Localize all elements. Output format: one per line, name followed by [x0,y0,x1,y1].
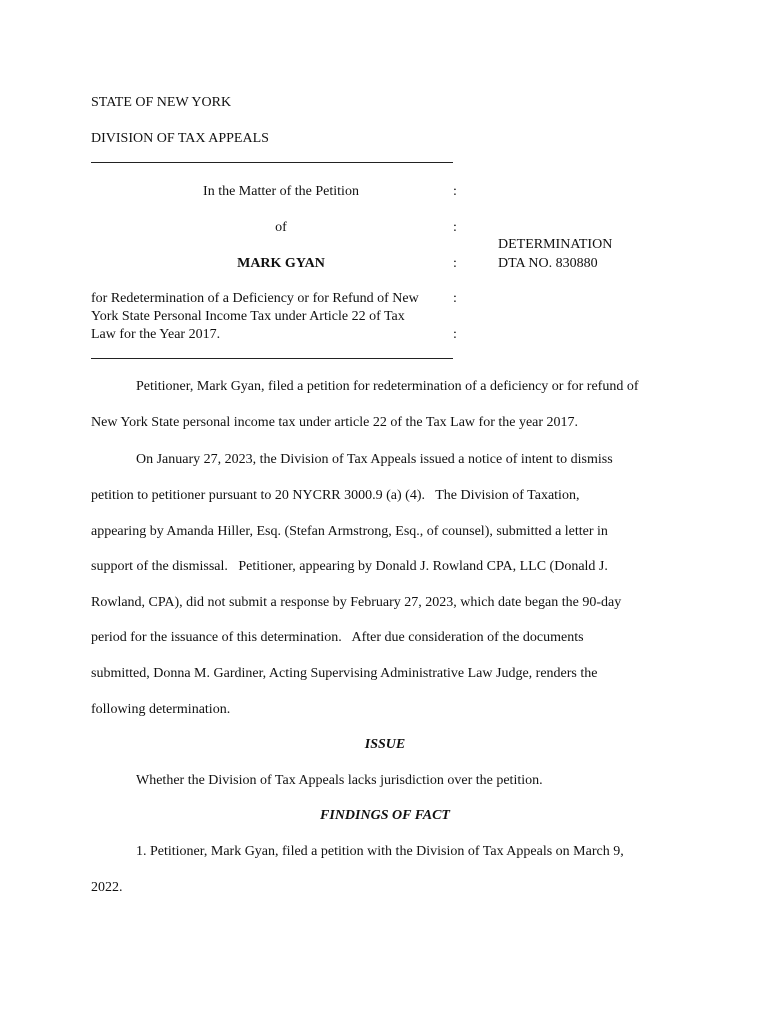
issue-text: Whether the Division of Tax Appeals lacks jurisdiction over the petition. [136,773,543,788]
body-line: support of the dismissal. Petitioner, appearing by Donald J. Rowland CPA, LLC (Donald J. [91,559,608,574]
caption-colon: : [453,256,457,271]
body-line: Rowland, CPA), did not submit a response by February 27, 2023, which date began the 90-day [91,595,622,610]
body-line: On January 27, 2023, the Division of Tax Appeals issued a notice of intent to dismiss [136,452,613,467]
caption-matter: In the Matter of the Petition [203,184,359,199]
finding-line: 2022. [91,880,123,895]
body-line: New York State personal income tax under article 22 of the Tax Law for the year 2017. [91,415,579,430]
finding-line: 1. Petitioner, Mark Gyan, filed a petition with the Division of Tax Appeals on March 9, [136,844,624,859]
body-line: submitted, Donna M. Gardiner, Acting Supervising Administrative Law Judge, renders the [91,666,598,681]
caption-colon: : [453,220,457,235]
caption-colon: : [453,327,457,342]
caption-top-rule [91,162,453,163]
caption-bottom-rule [91,358,453,359]
body-line: Petitioner, Mark Gyan, filed a petition for redetermination of a deficiency or for refund of [136,379,639,394]
body-line: appearing by Amanda Hiller, Esq. (Stefan Armstrong, Esq., of counsel), submitted a letter in [91,524,608,539]
division-heading: DIVISION OF TAX APPEALS [91,131,269,146]
document-type: DETERMINATION [498,237,613,252]
issue-heading: ISSUE [364,737,406,752]
caption-of: of [275,220,287,235]
findings-heading: FINDINGS OF FACT [320,808,450,823]
state-heading: STATE OF NEW YORK [91,95,232,110]
caption-colon: : [453,291,457,306]
body-line: petition to petitioner pursuant to 20 NYCRR 3000.9 (a) (4). The Division of Taxation, [91,488,580,503]
caption-purpose-line: for Redetermination of a Deficiency or for Refund of New [91,291,419,306]
caption-purpose-line: York State Personal Income Tax under Article 22 of Tax [91,309,405,324]
caption-purpose-line: Law for the Year 2017. [91,327,221,342]
caption-petitioner: MARK GYAN [237,256,325,271]
body-line: following determination. [91,702,231,717]
caption-colon: : [453,184,457,199]
body-line: period for the issuance of this determination. After due consideration of the documents [91,630,584,645]
dta-number: DTA NO. 830880 [498,256,598,271]
